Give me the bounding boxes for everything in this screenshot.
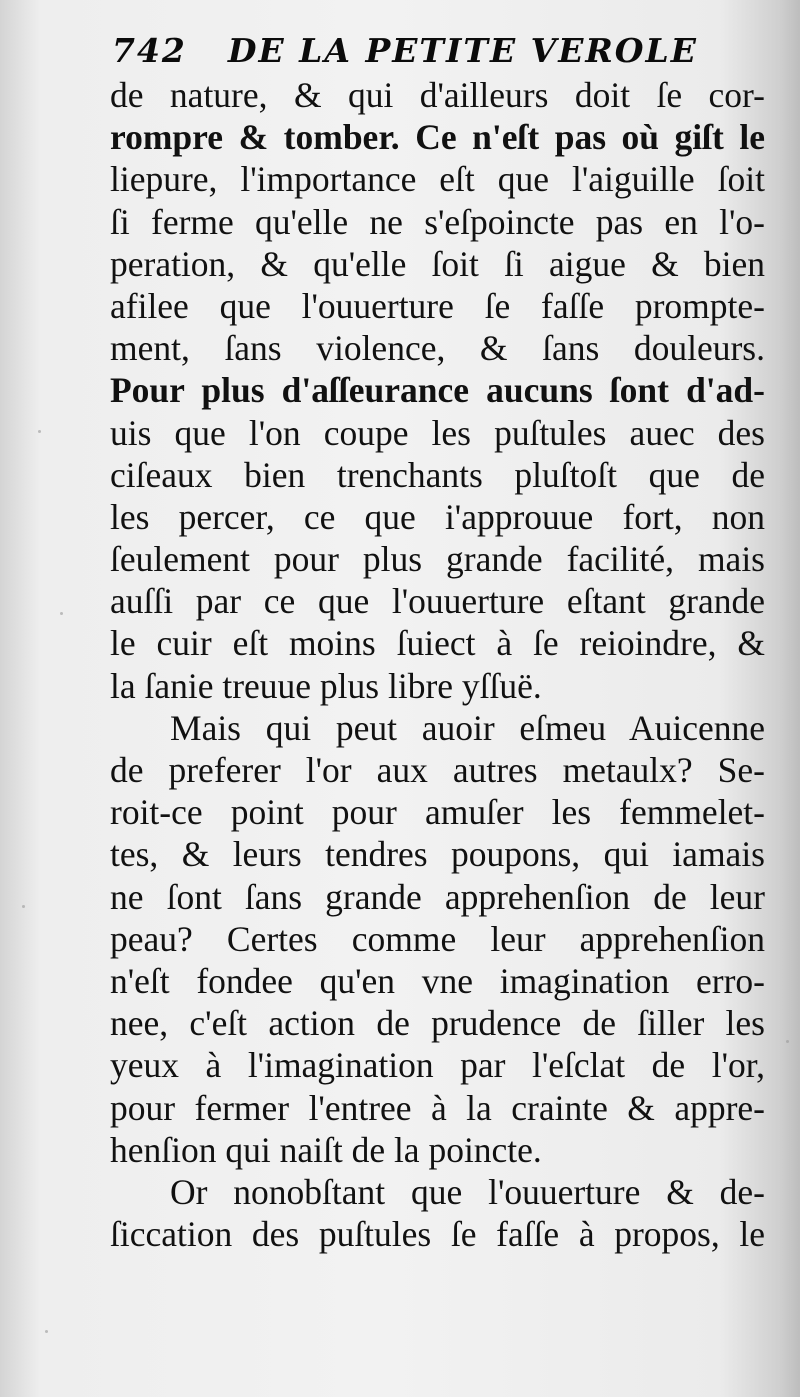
paper-speck <box>786 1040 789 1043</box>
text-line: de preferer l'or aux autres metaulx? Se- <box>110 750 765 790</box>
text-line: ſiccation des puſtules ſe faſſe à propos, le <box>110 1214 765 1255</box>
paper-speck <box>60 612 63 615</box>
paper-speck <box>38 430 41 433</box>
paper-speck <box>22 905 25 908</box>
running-title: DE LA PETITE VEROLE <box>227 31 698 70</box>
text-line: n'eſt fondee qu'en vne imagination erro- <box>110 960 765 1001</box>
text-line: ment, ſans violence, & ſans douleurs. <box>110 328 765 369</box>
paragraph-start-line: Mais qui peut auoir eſmeu Auicenne <box>170 707 765 748</box>
text-line: ciſeaux bien trenchants pluſtoſt que de <box>110 454 765 495</box>
text-line: tes, & leurs tendres poupons, qui iamais <box>110 834 765 875</box>
text-line: ſi ferme qu'elle ne s'eſpoincte pas en l'o- <box>110 201 765 242</box>
text-line: roit-ce point pour amuſer les femmelet- <box>110 792 765 833</box>
text-line: peau? Certes comme leur apprehenſion <box>110 918 765 959</box>
text-line: pour fermer l'entree à la crainte & appre- <box>110 1087 765 1128</box>
paragraph-end-line: henſion qui naiſt de la poincte. <box>110 1129 542 1170</box>
paragraph-start-line: Or nonobſtant que l'ouuerture & de- <box>170 1171 765 1212</box>
paragraph-end-line: la ſanie treuue plus libre yſſuë. <box>110 665 542 706</box>
text-line: yeux à l'imagination par l'eſclat de l'or, <box>110 1045 765 1086</box>
running-head <box>112 26 712 76</box>
text-line: uis que l'on coupe les puſtules auec des <box>110 412 765 453</box>
paper-speck <box>45 1330 48 1333</box>
text-line: afilee que l'ouuerture ſe faſſe prompte- <box>110 285 765 326</box>
text-line: peration, & qu'elle ſoit ſi aigue & bien <box>110 243 765 284</box>
text-line: ne ſont ſans grande apprehenſion de leur <box>110 876 765 917</box>
text-line: rompre & tomber. Ce n'eſt pas où giſt le <box>110 117 765 158</box>
body-text <box>110 74 765 1255</box>
text-line: ſeulement pour plus grande facilité, mais <box>110 539 765 580</box>
text-line: liepure, l'importance eſt que l'aiguille ſoit <box>110 159 765 200</box>
page-number: 742 <box>112 31 187 70</box>
text-line: Pour plus d'aſſeurance aucuns ſont d'ad- <box>110 370 765 411</box>
text-line: auſſi par ce que l'ouuerture eſtant grande <box>110 581 765 622</box>
text-line: nee, c'eſt action de prudence de ſiller les <box>110 1003 765 1044</box>
text-line: de nature, & qui d'ailleurs doit ſe cor- <box>110 75 765 115</box>
text-line: le cuir eſt moins ſuiect à ſe reioindre, & <box>110 623 765 664</box>
text-line: les percer, ce que i'approuue fort, non <box>110 496 765 537</box>
